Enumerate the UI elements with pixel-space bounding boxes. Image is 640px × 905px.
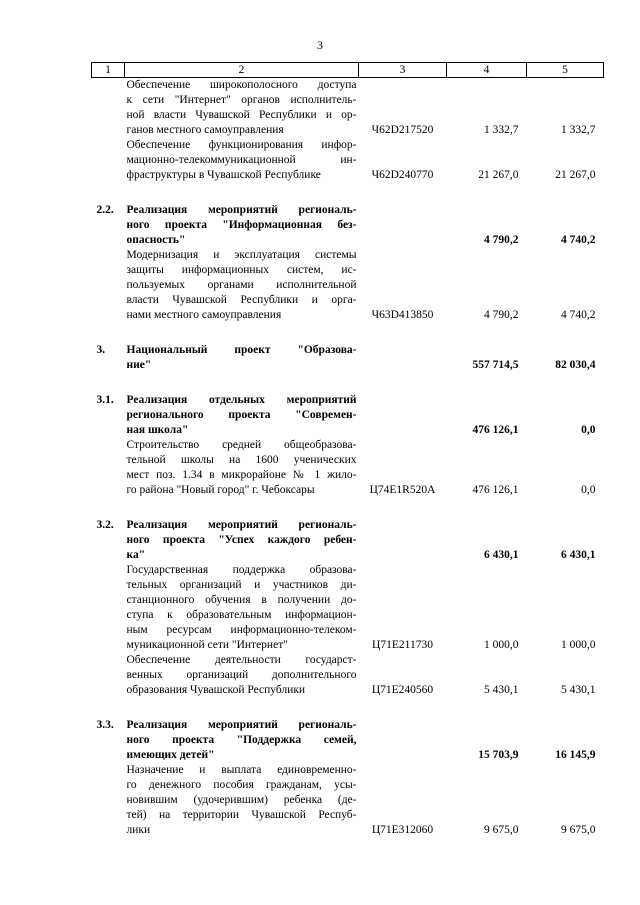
description-line: ного проекта "Информационная без- [126,219,357,231]
row-number: 3.3. [96,719,114,731]
page-number: 3 [317,38,323,52]
amount-col-4: 9 675,0 [484,824,519,836]
description-line: Назначение и выплата единовременно- [126,764,357,776]
section-row [92,203,604,248]
description-line: станционного обучения в получении до- [126,594,357,606]
description-line: мест поз. 1.34 в микрорайоне № 1 жило- [126,469,357,481]
amount-col-4: 1 000,0 [484,639,519,651]
header-row [92,63,604,78]
spacer-row [92,183,604,203]
description-line: Реализация отдельных мероприятий [126,394,357,406]
description-line: Реализация мероприятий региональ- [126,719,357,731]
row-number [92,653,125,698]
section-row [92,343,604,373]
header-col-5: 5 [527,63,604,78]
row-number: 2.2. [96,204,114,216]
budget-code: Ц71E211730 [372,639,433,651]
description-line: нами местного самоуправления [126,309,282,321]
description-line: тельных организаций и участников ди- [126,579,357,591]
budget-code [359,343,447,373]
description-line: го денежного пособия гражданам, усы- [126,779,357,791]
spacer-cell [92,183,604,203]
item-row [92,438,604,498]
section-row [92,393,604,438]
row-number: 3. [96,344,106,356]
amount-col-4: 6 430,1 [484,549,519,561]
spacer-row [92,698,604,718]
item-row [92,78,604,139]
row-description [125,393,359,438]
spacer-cell [92,373,604,393]
amount-col-5: 21 267,0 [555,169,596,181]
description-line: ным ресурсам информационно-телеком- [126,624,357,636]
budget-code: Ч62D217520 [371,124,434,136]
description-line: венных организаций дополнительного [126,669,357,681]
header-col-2: 2 [125,63,359,78]
spacer-cell [92,498,604,518]
description-line: ступа к образовательным информацион- [126,609,357,621]
spacer-row [92,498,604,518]
row-number [92,438,125,498]
row-number [92,138,125,183]
amount-col-5: 16 145,9 [555,749,596,761]
description-line: Реализация мероприятий региональ- [126,204,357,216]
spacer-row [92,373,604,393]
spacer-cell [92,323,604,343]
description-line: пользуемых органами исполнительной [126,279,357,291]
amount-col-4: 476 126,1 [472,484,519,496]
description-line: ная школа" [126,424,189,436]
budget-code [359,718,447,763]
description-line: мационно-телекоммуникационной ин- [126,154,357,166]
amount-col-5: 0,0 [581,424,596,436]
description-line: власти Чувашской Республики и орга- [126,294,357,306]
description-line: имеющих детей" [126,749,215,761]
row-number [92,763,125,838]
row-description [125,203,359,248]
description-line: Обеспечение широкополосного доступа [126,79,357,91]
description-line: ного проекта "Поддержка семей, [126,734,357,746]
description-line: Государственная поддержка образова- [126,564,357,576]
row-number: 3.2. [96,519,114,531]
amount-col-5: 1 332,7 [561,124,596,136]
row-description [125,718,359,763]
description-line: тельной школы на 1600 ученических [126,454,357,466]
amount-col-5: 4 740,2 [561,309,596,321]
amount-col-4: 1 332,7 [484,124,519,136]
amount-col-5: 1 000,0 [561,639,596,651]
row-number [92,78,125,139]
item-row [92,248,604,323]
row-description [125,653,359,698]
description-line: лики [126,824,151,836]
header-col-3: 3 [359,63,447,78]
description-line: го района "Новый город" г. Чебоксары [126,484,315,496]
description-line: ной власти Чувашской Республики и ор- [126,109,357,121]
description-line: ганов местного самоуправления [126,124,284,136]
row-description [125,518,359,563]
header-col-1: 1 [92,63,125,78]
item-row [92,763,604,838]
spacer-row [92,323,604,343]
description-line: регионального проекта "Современ- [126,409,357,421]
section-row [92,718,604,763]
description-line: тей) на территории Чувашской Респуб- [126,809,357,821]
amount-col-4: 21 267,0 [478,169,519,181]
amount-col-4: 557 714,5 [472,359,519,371]
row-number [92,563,125,653]
amount-col-5: 4 740,2 [561,234,596,246]
description-line: новившим (удочерившим) ребенка (де- [126,794,357,806]
item-row [92,563,604,653]
description-line: опасность" [126,234,186,246]
budget-code: Ч63D413850 [371,309,434,321]
row-description [125,563,359,653]
budget-code [359,393,447,438]
description-line: муникационной сети "Интернет" [126,639,288,651]
description-line: защиты информационных систем, ис- [126,264,357,276]
amount-col-4: 5 430,1 [484,684,519,696]
amount-col-4: 4 790,2 [484,234,519,246]
amount-col-4: 4 790,2 [484,309,519,321]
row-description [125,138,359,183]
section-row [92,518,604,563]
table-body [92,78,604,839]
budget-code: Ц71E312060 [371,824,434,836]
description-line: Обеспечение функционирования инфор- [126,139,357,151]
row-description [125,343,359,373]
description-line: образования Чувашской Республики [126,684,306,696]
description-line: Обеспечение деятельности государст- [126,654,357,666]
spacer-cell [92,698,604,718]
description-line: ка" [126,549,146,561]
row-number [92,248,125,323]
item-row [92,653,604,698]
description-line: Модернизация и эксплуатация системы [126,249,357,261]
budget-code [359,518,447,563]
description-line: фраструктуры в Чувашской Республике [126,169,321,181]
amount-col-5: 0,0 [581,484,596,496]
description-line: Национальный проект "Образова- [126,344,357,356]
description-line: ние" [126,359,152,371]
description-line: к сети "Интернет" органов исполнитель- [126,94,357,106]
budget-code [359,203,447,248]
row-description [125,763,359,838]
amount-col-5: 5 430,1 [561,684,596,696]
budget-code: Ц71E240560 [371,684,434,696]
description-line: Строительство средней общеобразова- [126,439,357,451]
budget-code: Ч62D240770 [371,169,434,181]
header-col-4: 4 [447,63,527,78]
row-description [125,438,359,498]
row-description [125,78,359,139]
amount-col-4: 15 703,9 [478,749,519,761]
description-line: Реализация мероприятий региональ- [126,519,357,531]
budget-table [91,62,604,838]
amount-col-5: 6 430,1 [561,549,596,561]
description-line: ного проекта "Успех каждого ребен- [126,534,357,546]
amount-col-5: 9 675,0 [561,824,596,836]
budget-code: Ц74E1R520A [369,484,436,496]
amount-col-5: 82 030,4 [555,359,596,371]
row-number: 3.1. [96,394,114,406]
amount-col-4: 476 126,1 [472,424,519,436]
row-description [125,248,359,323]
item-row [92,138,604,183]
